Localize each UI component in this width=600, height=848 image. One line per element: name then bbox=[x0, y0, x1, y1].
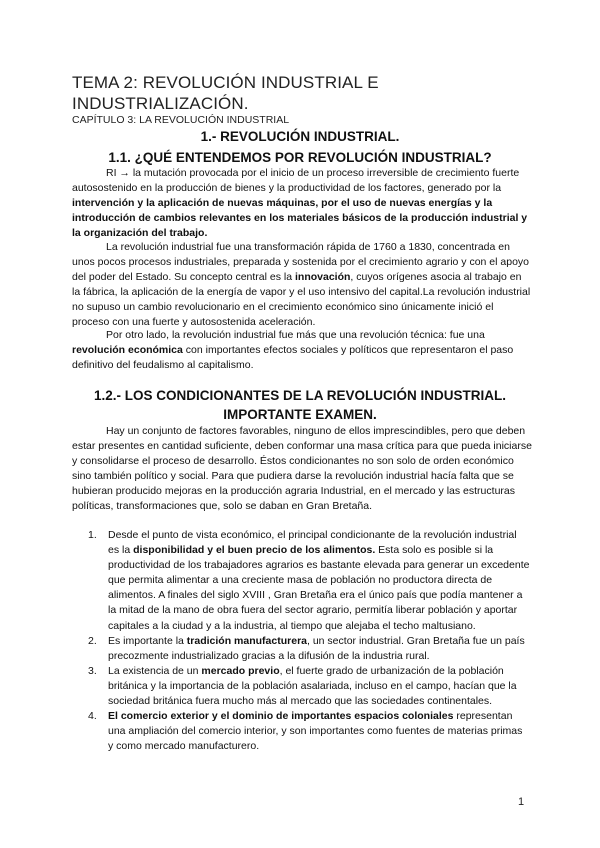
list-bold-text: tradición manufacturera bbox=[186, 634, 307, 647]
list-item bbox=[72, 634, 530, 664]
list-text: Desde el punto de vista económico, el principal condicionante de la revolución industrial es la bbox=[108, 529, 517, 557]
conditions-list bbox=[72, 528, 530, 754]
list-bold-text: El comercio exterior y el dominio de importantes espacios coloniales bbox=[108, 710, 454, 723]
section-heading: 1.- REVOLUCIÓN INDUSTRIAL. bbox=[200, 129, 400, 144]
list-item bbox=[72, 709, 530, 754]
list-text: La existencia de un bbox=[108, 664, 202, 677]
paragraph-bold-text: intervención y la aplicación de nuevas máquinas, por el uso de nuevas energías y la introducción de cambios relevantes en los materiales básicos de la producción industrial y la organización del trabajo. bbox=[72, 197, 528, 240]
list-bold-text: mercado previo bbox=[201, 664, 280, 677]
list-item bbox=[72, 528, 530, 634]
paragraph-text: RI → la mutación provocada por el inicio de un proceso irreversible de crecimiento fuerte autosostenido en la producción de bienes y la productividad de los factores, generado por la bbox=[72, 167, 520, 195]
paragraph-bold-text: revolución económica bbox=[72, 344, 183, 357]
paragraph-text: con importantes efectos sociales y políticos que representaron el paso definitivo del feudalismo al capitalismo. bbox=[72, 344, 514, 372]
list-item bbox=[72, 664, 530, 709]
chapter-title: CAPÍTULO 3: LA REVOLUCIÓN INDUSTRIAL bbox=[72, 114, 290, 126]
list-text: , un sector industrial. Gran Bretaña fue un país precozmente industrializado gracias a la difusión de la industria rural. bbox=[108, 634, 525, 662]
list-bold-text: disponibilidad y el buen precio de los alimentos. bbox=[133, 544, 376, 557]
subsection-heading-conditions: 1.2.- LOS CONDICIONANTES DE LA REVOLUCIÓN INDUSTRIAL. IMPORTANTE EXAMEN. bbox=[93, 388, 507, 422]
paragraph-text: Hay un conjunto de factores favorables, ninguno de ellos imprescindibles, pero que deben estar presentes en cantidad suficiente, deben conformar una masa crítica para que pueda iniciarse y consolidarse el proceso de desarrollo. Éstos condicionantes no son solo de orden económico sino también político y social. Para que pudiera darse la revolución industrial hacía falta que se hubieran producido mejoras en la producción agraria Industrial, en el mercado y las estructuras políticas, transformaciones que, solo se daban en Gran Bretaña. bbox=[72, 425, 532, 513]
paragraph-text: Por otro lado, la revolución industrial fue más que una revolución técnica: fue una bbox=[106, 329, 485, 341]
document-title: TEMA 2: REVOLUCIÓN INDUSTRIAL E INDUSTRIALIZACIÓN. bbox=[72, 73, 379, 113]
paragraph-economic-revolution bbox=[72, 328, 532, 373]
list-text: Esta solo es posible si la productividad de los trabajadores agrarios es bastante elevada para generar un excedente que permita alimentar a una creciente masa de población no productora directa de alimentos. A finales del siglo XVIII , Gran Bretaña era el único país que podía mantener a la mitad de la mano de obra fuera del sector agrario, permitía liberar población y aportar capitales a la ciudad y a la industria, al tiempo que alejaba el techo maltusiano. bbox=[108, 544, 530, 632]
paragraph-transformation bbox=[72, 240, 532, 331]
page-number: 1 bbox=[518, 796, 525, 808]
list-text: , el fuerte grado de urbanización de la población británica y la importancia de la población asalariada, incluso en el campo, hacían que la sociedad británica fuera mucho más al mercado que las sociedades continentales. bbox=[108, 664, 517, 708]
paragraph-text: , cuyos orígenes asocia al trabajo en la fábrica, la aplicación de la energía de vapor y el uso intensivo del capital.La revolución industrial no supuso un cambio revolucionario en el crecimiento económico sino únicamente inició el proceso con una fuerte y autosostenida aceleración. bbox=[72, 271, 531, 329]
list-number: 2. bbox=[88, 634, 97, 647]
subsection-heading: 1.1. ¿QUÉ ENTENDEMOS POR REVOLUCIÓN INDUSTRIAL? bbox=[108, 150, 492, 165]
paragraph-bold-text: innovación bbox=[294, 271, 351, 284]
paragraph-definition bbox=[72, 166, 532, 241]
list-text: Es importante la bbox=[108, 634, 187, 647]
list-number: 3. bbox=[88, 664, 97, 677]
paragraph-factors bbox=[72, 424, 532, 515]
list-number: 1. bbox=[88, 529, 97, 541]
list-text: representan una ampliación del comercio interior, y son importantes como fuentes de materias primas y como mercado manufacturero. bbox=[108, 710, 523, 753]
list-number: 4. bbox=[88, 710, 97, 723]
paragraph-text: La revolución industrial fue una transformación rápida de 1760 a 1830, concentrada en unos pocos procesos industriales, preparada y sostenida por el crecimiento agrario y con el apoyo del poder del Estado. Su concepto central es la bbox=[72, 241, 530, 284]
